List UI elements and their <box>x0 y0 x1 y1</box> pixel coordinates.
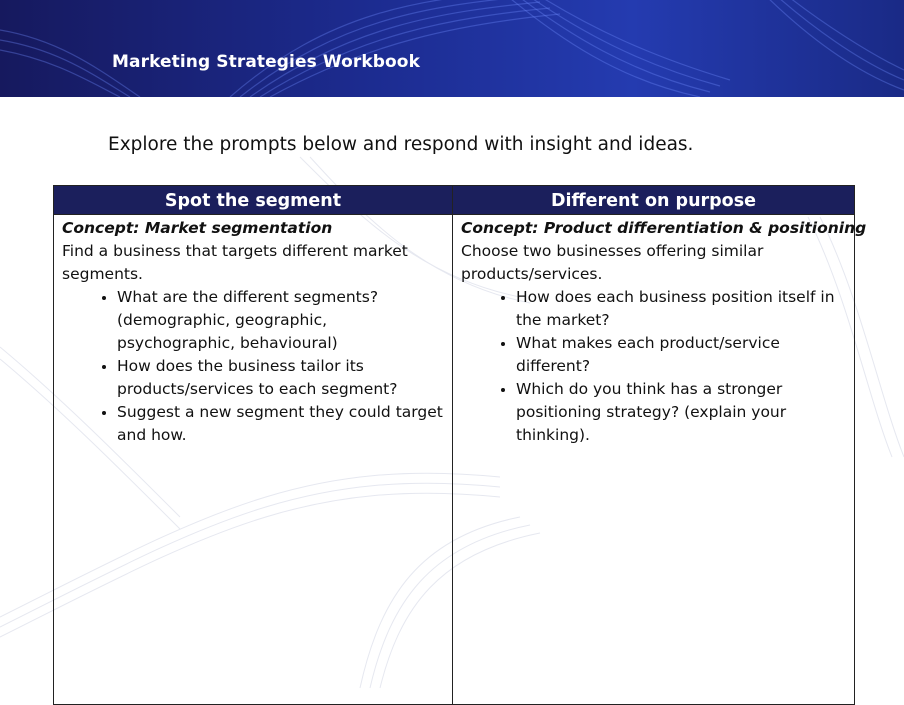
column-heading: Different on purpose <box>453 186 854 215</box>
header-banner <box>0 0 904 97</box>
question-item: • How does each business position itself in the market? <box>516 286 846 332</box>
prompt-description: Find a business that targets different market segments. <box>62 242 408 283</box>
question-item: • How does the business tailor its products/services to each segment? <box>117 355 444 401</box>
question-item: • What makes each product/service different? <box>516 332 846 378</box>
document-title: Marketing Strategies Workbook <box>112 52 420 72</box>
concept-value: : Product differentiation & positioning <box>532 219 867 237</box>
intro-text: Explore the prompts below and respond with insight and ideas. <box>108 134 694 155</box>
question-item: • Suggest a new segment they could target and how. <box>117 401 444 447</box>
prompt-description: Choose two businesses offering similar products/services. <box>461 242 764 283</box>
concept-line <box>461 217 867 240</box>
concept-label: Concept <box>62 219 134 237</box>
header-wave-pattern <box>0 0 904 97</box>
concept-line <box>62 217 444 240</box>
question-list <box>461 286 846 447</box>
column-heading: Spot the segment <box>54 186 452 215</box>
concept-label: Concept <box>461 219 533 237</box>
question-list <box>62 286 444 447</box>
column-spot-the-segment <box>54 186 453 704</box>
prompt-table <box>53 185 867 705</box>
concept-value: : Market segmentation <box>133 219 333 237</box>
column-body <box>453 215 867 447</box>
question-item: • Which do you think has a stronger positioning strategy? (explain your thinking). <box>516 378 846 447</box>
question-item: • What are the different segments? (demographic, geographic, psychographic, behavioural) <box>117 286 444 355</box>
column-different-on-purpose <box>453 186 867 704</box>
column-body <box>54 215 452 447</box>
